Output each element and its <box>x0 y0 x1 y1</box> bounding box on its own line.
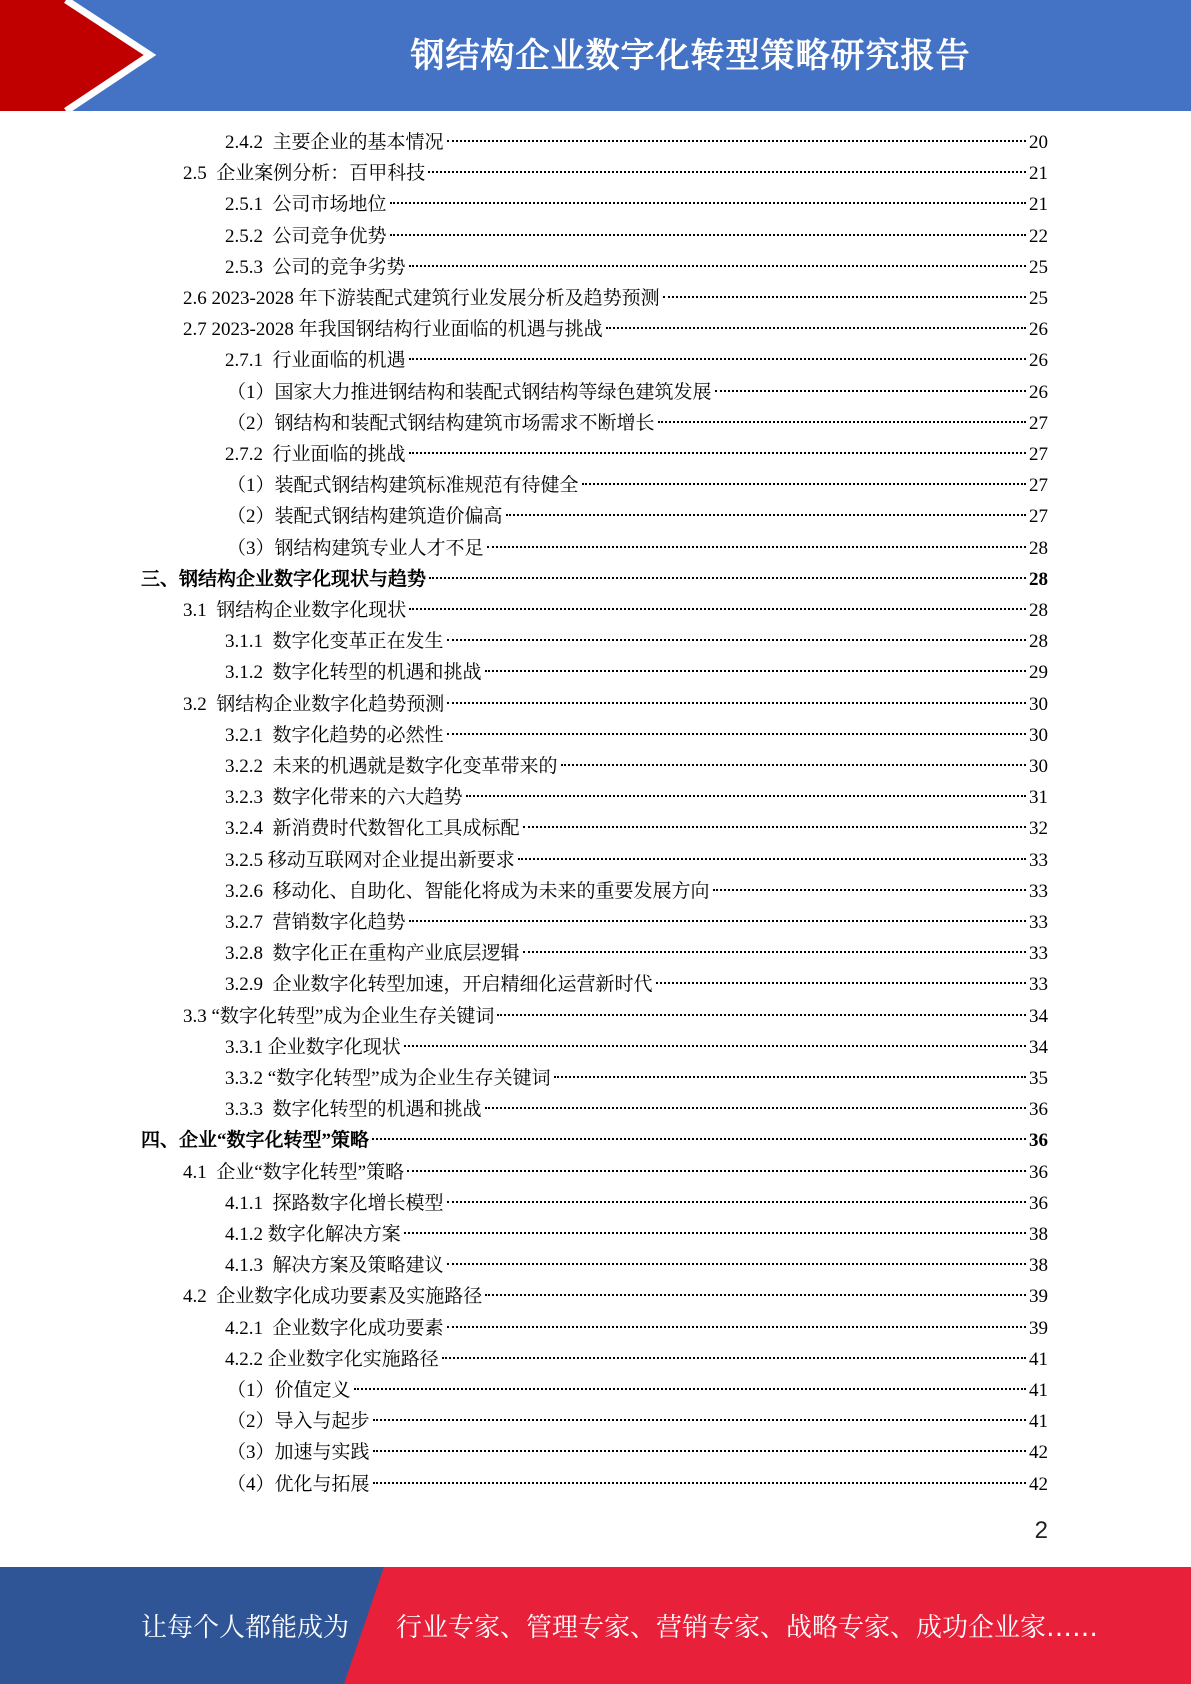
toc-entry-title: 4.1.1 探路数字化增长模型 <box>225 1193 444 1214</box>
toc-entry-page: 28 <box>1029 600 1048 621</box>
toc-dot-leader <box>428 171 1026 173</box>
toc-entry-page: 36 <box>1029 1130 1048 1151</box>
toc-entry-page: 27 <box>1029 475 1048 496</box>
toc-entry[interactable] <box>225 127 1048 158</box>
toc-entry-page: 21 <box>1029 163 1048 184</box>
toc-entry-title: 2.7 2023-2028 年我国钢结构行业面临的机遇与挑战 <box>183 319 603 340</box>
document-title: 钢结构企业数字化转型策略研究报告 <box>410 36 971 76</box>
toc-entry-title: （1）价值定义 <box>227 1380 351 1401</box>
toc-entry-title: 3.2.7 营销数字化趋势 <box>225 912 406 933</box>
toc-entry-title: 3.2.2 未来的机遇就是数字化变革带来的 <box>225 756 558 777</box>
toc-dot-leader <box>409 608 1026 610</box>
toc-entry-page: 42 <box>1029 1442 1048 1463</box>
toc-entry[interactable] <box>183 314 1048 345</box>
page-header <box>0 0 1191 111</box>
toc-dot-leader <box>497 1014 1026 1016</box>
toc-entry[interactable] <box>225 720 1048 751</box>
toc-dot-leader <box>390 202 1026 204</box>
toc-dot-leader <box>404 1045 1026 1047</box>
toc-entry-title: （3）加速与实践 <box>227 1442 370 1463</box>
toc-entry[interactable] <box>225 876 1048 907</box>
toc-entry-page: 30 <box>1029 725 1048 746</box>
toc-entry-page: 41 <box>1029 1349 1048 1370</box>
toc-dot-leader <box>390 234 1026 236</box>
toc-entry-title: 4.2.2 企业数字化实施路径 <box>225 1349 439 1370</box>
toc-entry[interactable] <box>225 439 1048 470</box>
toc-entry-page: 26 <box>1029 382 1048 403</box>
toc-entry-title: （1）国家大力推进钢结构和装配式钢结构等绿色建筑发展 <box>227 382 712 403</box>
toc-entry-page: 30 <box>1029 756 1048 777</box>
toc-entry[interactable] <box>183 158 1048 189</box>
page-number: 2 <box>1034 1517 1048 1544</box>
toc-entry-page: 33 <box>1029 881 1048 902</box>
toc-entry-title: （1）装配式钢结构建筑标准规范有待健全 <box>227 475 579 496</box>
toc-entry[interactable] <box>227 533 1048 564</box>
toc-entry[interactable] <box>227 1375 1048 1406</box>
toc-entry-title: 3.2.6 移动化、自助化、智能化将成为未来的重要发展方向 <box>225 881 710 902</box>
toc-entry-page: 27 <box>1029 506 1048 527</box>
toc-entry-page: 20 <box>1029 132 1048 153</box>
toc-dot-leader <box>523 826 1026 828</box>
toc-entry-page: 34 <box>1029 1006 1048 1027</box>
toc-entry[interactable] <box>227 1437 1048 1468</box>
toc-entry-page: 31 <box>1029 787 1048 808</box>
toc-entry-title: 3.3 “数字化转型”成为企业生存关键词 <box>183 1006 495 1027</box>
toc-entry-title: 2.6 2023-2028 年下游装配式建筑行业发展分析及趋势预测 <box>183 288 660 309</box>
toc-entry-title: 4.1.3 解决方案及策略建议 <box>225 1255 444 1276</box>
toc-entry-page: 32 <box>1029 818 1048 839</box>
toc-entry[interactable] <box>225 252 1048 283</box>
toc-entry-page: 33 <box>1029 850 1048 871</box>
toc-entry[interactable] <box>225 1250 1048 1281</box>
toc-entry-title: 3.2.5 移动互联网对企业提出新要求 <box>225 850 515 871</box>
toc-entry-page: 27 <box>1029 413 1048 434</box>
toc-entry-page: 27 <box>1029 444 1048 465</box>
toc-entry[interactable] <box>225 907 1048 938</box>
toc-entry[interactable] <box>225 782 1048 813</box>
toc-entry-title: 3.3.2 “数字化转型”成为企业生存关键词 <box>225 1068 551 1089</box>
toc-entry-page: 25 <box>1029 257 1048 278</box>
toc-entry-page: 35 <box>1029 1068 1048 1089</box>
toc-entry[interactable] <box>227 377 1048 408</box>
toc-entry-title: 3.2.9 企业数字化转型加速，开启精细化运营新时代 <box>225 974 653 995</box>
toc-dot-leader <box>606 327 1026 329</box>
toc-entry-page: 36 <box>1029 1162 1048 1183</box>
toc-entry-title: （4）优化与拓展 <box>227 1474 370 1495</box>
toc-entry-title: 2.4.2 主要企业的基本情况 <box>225 132 444 153</box>
toc-dot-leader <box>506 514 1026 516</box>
toc-entry[interactable] <box>225 751 1048 782</box>
toc-dot-leader <box>485 1107 1026 1109</box>
toc-entry[interactable] <box>225 1313 1048 1344</box>
toc-entry-page: 33 <box>1029 943 1048 964</box>
toc-entry-title: 4.1.2 数字化解决方案 <box>225 1224 401 1245</box>
toc-dot-leader <box>487 546 1026 548</box>
toc-entry-page: 42 <box>1029 1474 1048 1495</box>
toc-dot-leader <box>429 577 1026 579</box>
toc-entry-page: 28 <box>1029 569 1048 590</box>
toc-entry-page: 38 <box>1029 1255 1048 1276</box>
toc-entry-title: （2）装配式钢结构建筑造价偏高 <box>227 506 503 527</box>
toc-entry[interactable] <box>225 969 1048 1000</box>
toc-entry-title: 3.1.1 数字化变革正在发生 <box>225 631 444 652</box>
toc-dot-leader <box>713 889 1026 891</box>
toc-entry[interactable] <box>227 1469 1048 1500</box>
toc-entry-title: 2.5 企业案例分析：百甲科技 <box>183 163 426 184</box>
toc-entry[interactable] <box>183 1281 1048 1312</box>
toc-entry-page: 28 <box>1029 631 1048 652</box>
toc-entry[interactable] <box>183 595 1048 626</box>
toc-entry-title: 3.2.1 数字化趋势的必然性 <box>225 725 444 746</box>
toc-chapter-entry[interactable] <box>141 564 1048 595</box>
toc-entry-page: 33 <box>1029 912 1048 933</box>
toc-dot-leader <box>447 639 1026 641</box>
toc-dot-leader <box>373 1450 1026 1452</box>
toc-entry-title: 4.2.1 企业数字化成功要素 <box>225 1318 444 1339</box>
toc-entry[interactable] <box>225 938 1048 969</box>
toc-dot-leader <box>409 452 1026 454</box>
toc-dot-leader <box>447 733 1026 735</box>
toc-entry-title: （2）导入与起步 <box>227 1411 370 1432</box>
toc-dot-leader <box>407 1170 1026 1172</box>
toc-dot-leader <box>523 951 1026 953</box>
toc-entry[interactable] <box>227 470 1048 501</box>
toc-entry[interactable] <box>225 345 1048 376</box>
toc-entry-page: 39 <box>1029 1286 1048 1307</box>
toc-entry-title: 2.5.1 公司市场地位 <box>225 194 387 215</box>
toc-dot-leader <box>518 858 1026 860</box>
toc-entry-page: 26 <box>1029 350 1048 371</box>
toc-entry-title: 4.2 企业数字化成功要素及实施路径 <box>183 1286 483 1307</box>
toc-entry-page: 41 <box>1029 1411 1048 1432</box>
toc-entry-title: 3.1 钢结构企业数字化现状 <box>183 600 407 621</box>
toc-entry-page: 33 <box>1029 974 1048 995</box>
toc-entry-title: （3）钢结构建筑专业人才不足 <box>227 538 484 559</box>
toc-dot-leader <box>582 483 1026 485</box>
toc-entry-page: 39 <box>1029 1318 1048 1339</box>
footer-slogan-left: 让每个人都能成为 <box>141 1613 350 1643</box>
toc-entry[interactable] <box>227 408 1048 439</box>
toc-entry-page: 41 <box>1029 1380 1048 1401</box>
toc-entry-page: 25 <box>1029 288 1048 309</box>
toc-entry-page: 38 <box>1029 1224 1048 1245</box>
toc-dot-leader <box>404 1232 1026 1234</box>
toc-entry[interactable] <box>225 1032 1048 1063</box>
toc-entry-page: 21 <box>1029 194 1048 215</box>
toc-entry-page: 26 <box>1029 319 1048 340</box>
toc-entry-page: 22 <box>1029 226 1048 247</box>
toc-entry[interactable] <box>225 845 1048 876</box>
page-footer <box>0 1567 1191 1684</box>
footer-slogan-right: 行业专家、管理专家、营销专家、战略专家、成功企业家…… <box>396 1613 1099 1643</box>
toc-entry-page: 34 <box>1029 1037 1048 1058</box>
toc-dot-leader <box>447 140 1026 142</box>
toc-entry[interactable] <box>183 689 1048 720</box>
toc-dot-leader <box>372 1138 1026 1140</box>
toc-entry-title: 3.2 钢结构企业数字化趋势预测 <box>183 694 445 715</box>
toc-entry[interactable] <box>183 1157 1048 1188</box>
toc-entry-title: 2.7.1 行业面临的机遇 <box>225 350 406 371</box>
toc-dot-leader <box>409 265 1026 267</box>
toc-entry-page: 28 <box>1029 538 1048 559</box>
toc-dot-leader <box>447 1326 1026 1328</box>
toc-dot-leader <box>554 1076 1026 1078</box>
toc-entry-page: 36 <box>1029 1193 1048 1214</box>
toc-dot-leader <box>561 764 1026 766</box>
toc-entry[interactable] <box>225 221 1048 252</box>
toc-entry-title: 4.1 企业“数字化转型”策略 <box>183 1162 405 1183</box>
toc-entry[interactable] <box>225 813 1048 844</box>
toc-dot-leader <box>485 670 1026 672</box>
toc-entry[interactable] <box>183 1001 1048 1032</box>
toc-dot-leader <box>447 1263 1026 1265</box>
toc-entry-page: 29 <box>1029 662 1048 683</box>
toc-entry[interactable] <box>227 1406 1048 1437</box>
toc-entry-page: 30 <box>1029 694 1048 715</box>
toc-entry[interactable] <box>225 1344 1048 1375</box>
toc-entry-title: 3.1.2 数字化转型的机遇和挑战 <box>225 662 482 683</box>
toc-dot-leader <box>447 702 1026 704</box>
toc-entry-title: 2.5.2 公司竞争优势 <box>225 226 387 247</box>
toc-dot-leader <box>663 296 1026 298</box>
toc-entry-title: 三、钢结构企业数字化现状与趋势 <box>141 569 427 590</box>
toc-dot-leader <box>442 1357 1026 1359</box>
toc-entry[interactable] <box>227 501 1048 532</box>
toc-entry-title: 3.2.4 新消费时代数智化工具成标配 <box>225 818 520 839</box>
toc-entry[interactable] <box>225 189 1048 220</box>
toc-entry-title: 2.5.3 公司的竞争劣势 <box>225 257 406 278</box>
toc-entry[interactable] <box>183 283 1048 314</box>
toc-entry[interactable] <box>225 657 1048 688</box>
toc-entry-title: 四、企业“数字化转型”策略 <box>141 1130 370 1151</box>
toc-dot-leader <box>373 1419 1026 1421</box>
toc-entry-title: 2.7.2 行业面临的挑战 <box>225 444 406 465</box>
toc-entry-page: 36 <box>1029 1099 1048 1120</box>
toc-dot-leader <box>354 1388 1026 1390</box>
toc-chapter-entry[interactable] <box>141 1125 1048 1156</box>
toc-entry-title: 3.3.1 企业数字化现状 <box>225 1037 401 1058</box>
toc-dot-leader <box>656 982 1026 984</box>
toc-entry-title: 3.2.8 数字化正在重构产业底层逻辑 <box>225 943 520 964</box>
toc-entry[interactable] <box>225 626 1048 657</box>
toc-entry[interactable] <box>225 1063 1048 1094</box>
toc-dot-leader <box>409 920 1026 922</box>
toc-dot-leader <box>485 1294 1026 1296</box>
toc-entry[interactable] <box>225 1188 1048 1219</box>
toc-dot-leader <box>447 1201 1026 1203</box>
toc-entry[interactable] <box>225 1094 1048 1125</box>
toc-dot-leader <box>715 390 1026 392</box>
toc-dot-leader <box>409 358 1026 360</box>
toc-entry[interactable] <box>225 1219 1048 1250</box>
toc-entry-title: 3.3.3 数字化转型的机遇和挑战 <box>225 1099 482 1120</box>
toc-dot-leader <box>658 421 1026 423</box>
toc-entry-title: 3.2.3 数字化带来的六大趋势 <box>225 787 463 808</box>
toc-dot-leader <box>373 1482 1026 1484</box>
toc-entry-title: （2）钢结构和装配式钢结构建筑市场需求不断增长 <box>227 413 655 434</box>
toc-dot-leader <box>466 795 1026 797</box>
